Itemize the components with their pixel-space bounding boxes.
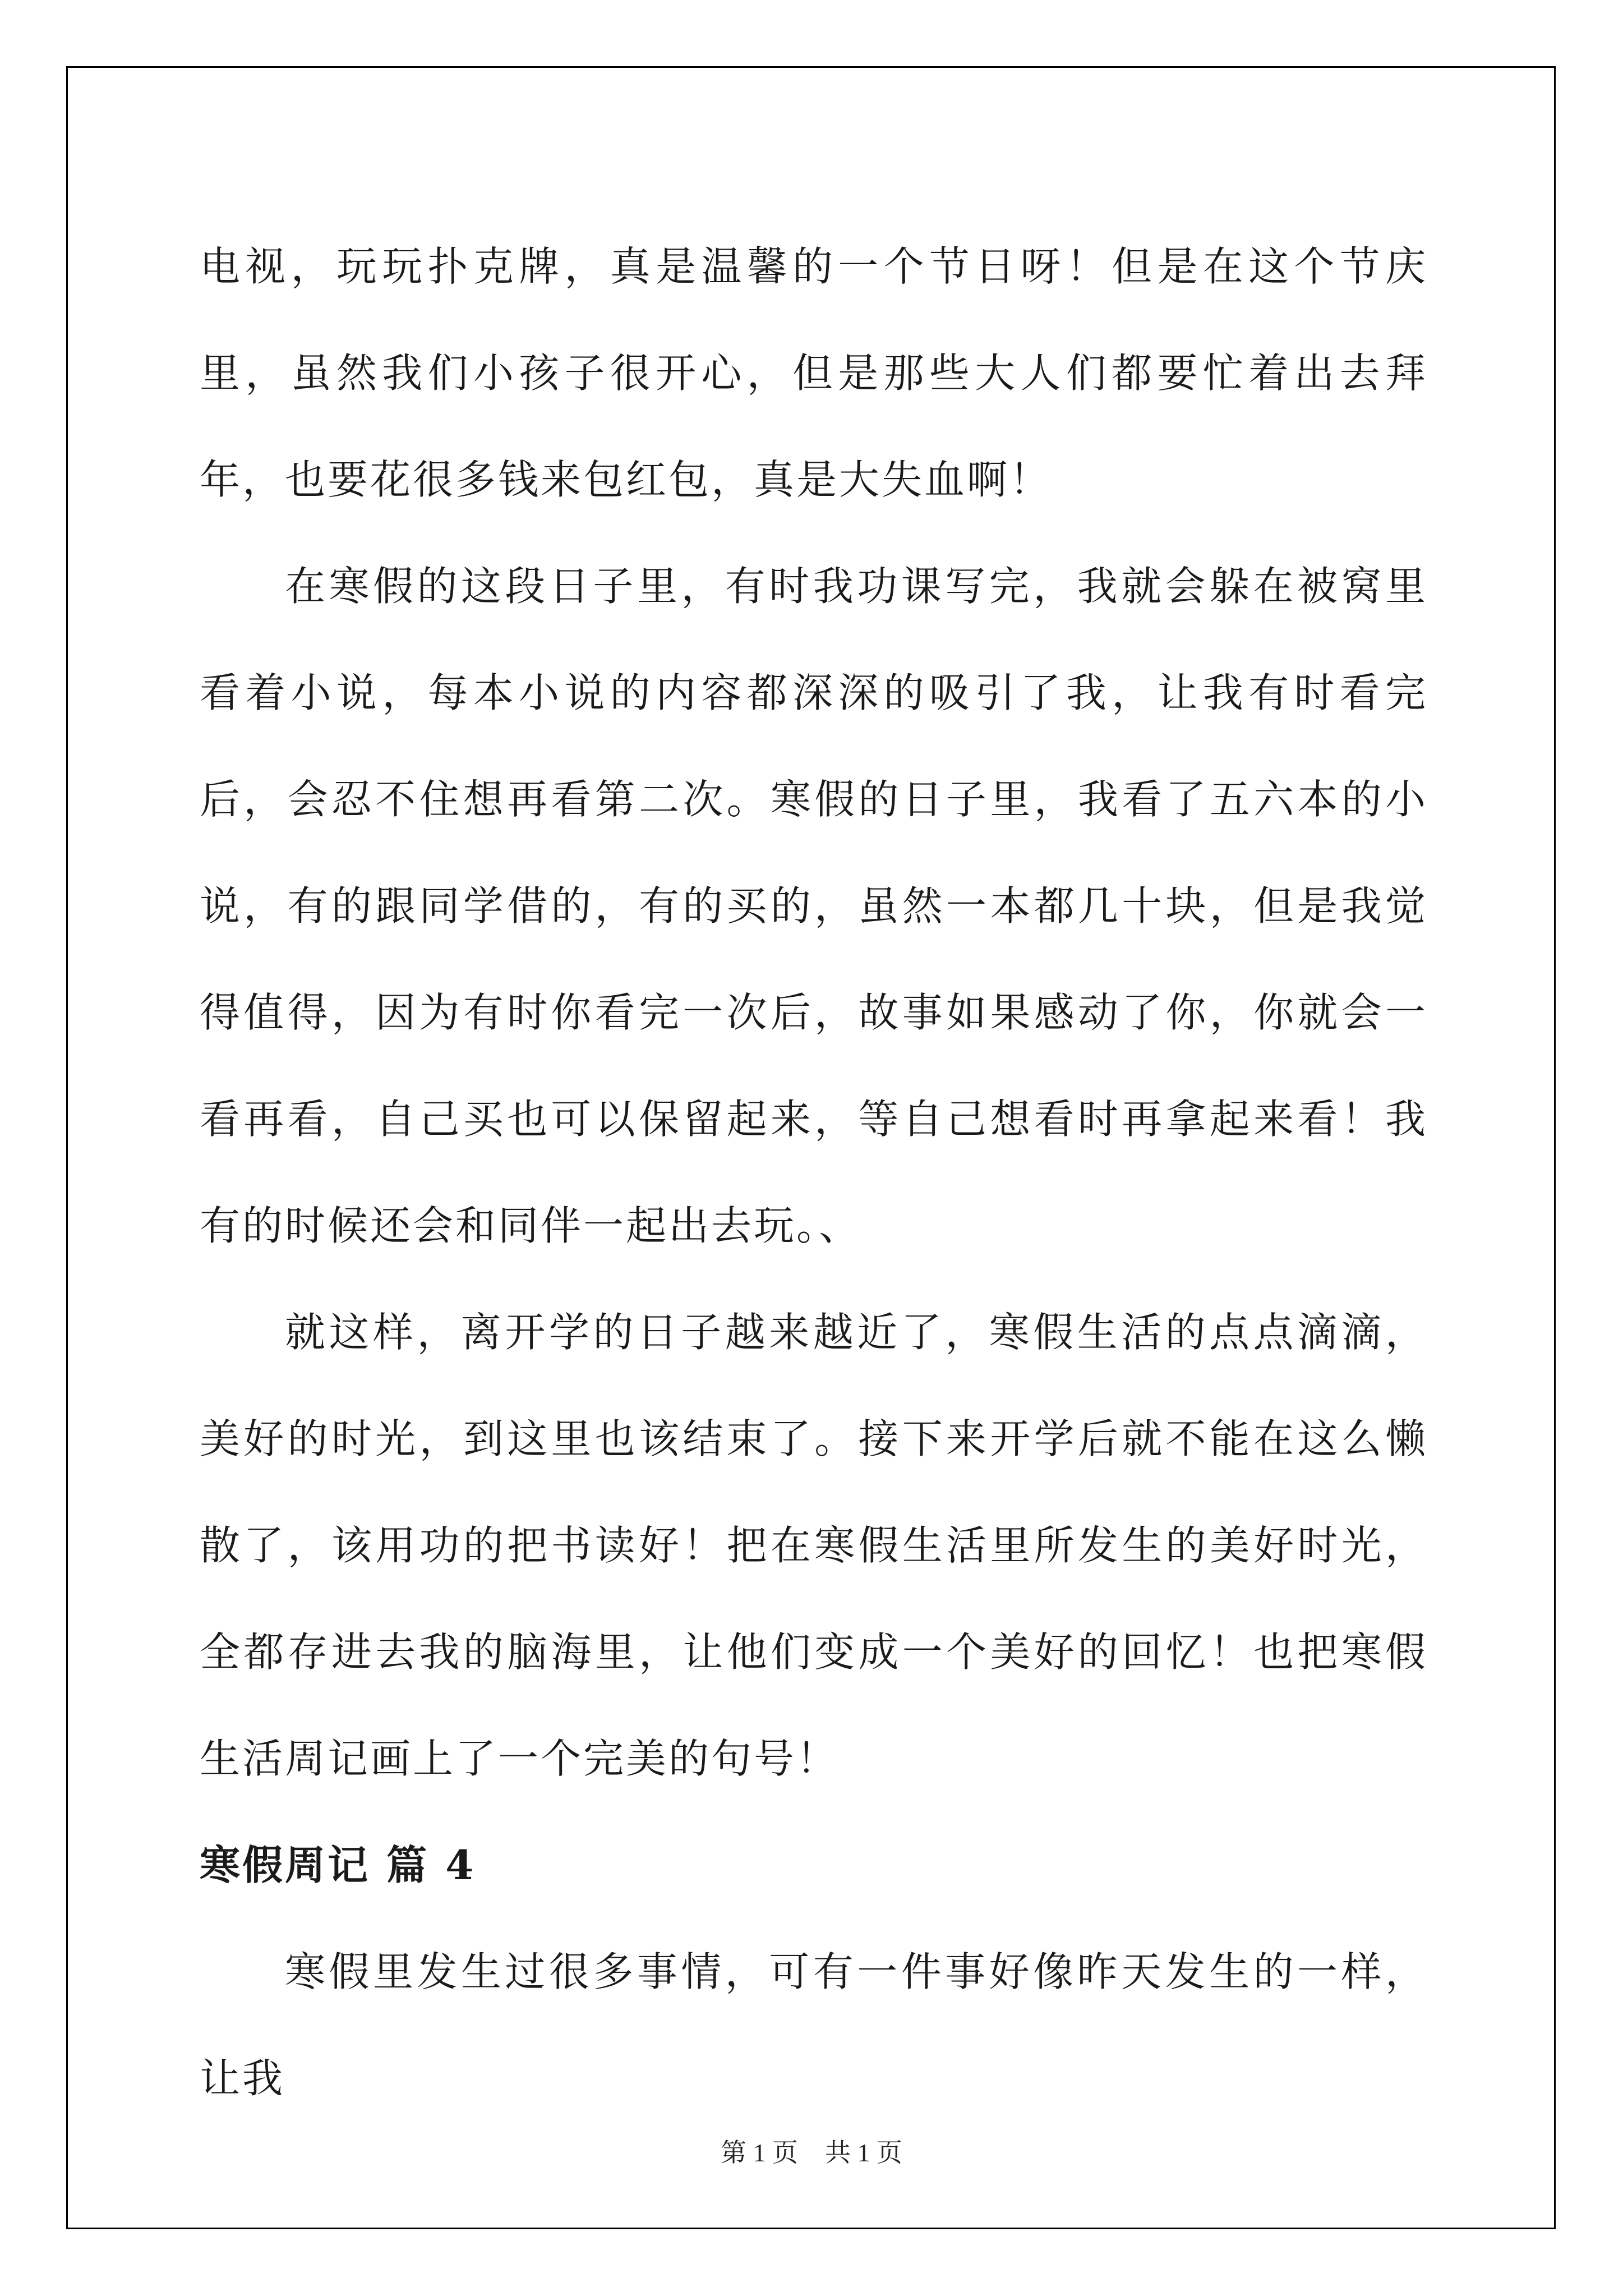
- page-footer: [0, 2136, 1623, 2170]
- paragraph-1: 电视，玩玩扑克牌，真是温馨的一个节日呀！但是在这个节庆里，虽然我们小孩子很开心，但是那些大人们都要忙着出去拜年，也要花很多钱来包红包，真是大失血啊！: [200, 243, 1428, 503]
- paragraph-2: 在寒假的这段日子里，有时我功课写完，我就会躲在被窝里看着小说，每本小说的内容都深深的吸引了我，让我有时看完后，会忍不住想再看第二次。寒假的日子里，我看了五六本的小说，有的跟同学借的，有的买的，虽然一本都几十块，但是我觉得值得，因为有时你看完一次后，故事如果感动了你，你就会一看再看，自己买也可以保留起来，等自己想看时再拿起来看！我有的时候还会和同伴一起出去玩。、: [200, 563, 1428, 1249]
- page-current-label: 第 1 页: [721, 2138, 798, 2167]
- paragraph-4: 寒假里发生过很多事情，可有一件事好像昨天发生的一样，让我: [200, 1948, 1428, 2102]
- section-heading: 寒假周记 篇 4: [200, 1841, 476, 1889]
- document-body: [200, 213, 1428, 2132]
- page-total-label: 共 1 页: [825, 2138, 902, 2167]
- paragraph-3: 就这样，离开学的日子越来越近了，寒假生活的点点滴滴，美好的时光，到这里也该结束了。接下来开学后就不能在这么懒散了，该用功的把书读好！把在寒假生活里所发生的美好时光，全都存进去我的脑海里，让他们变成一个美好的回忆！也把寒假生活周记画上了一个完美的句号！: [200, 1309, 1428, 1782]
